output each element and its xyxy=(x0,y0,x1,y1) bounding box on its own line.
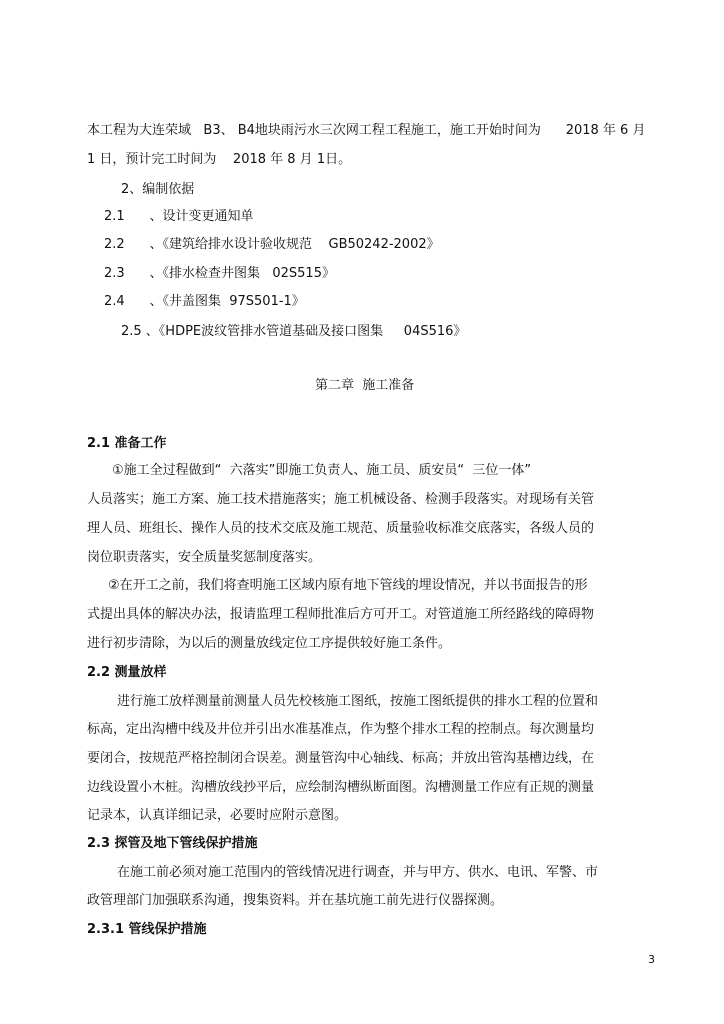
intro-line-1: 本工程为大连荣域 B3、 B4地块雨污水三次网工程工程施工，施工开始时间为 2018 年 6 月 xyxy=(87,123,646,138)
basis-item: 2.2 、《建筑给排水设计验收规范 GB50242-2002》 xyxy=(104,237,440,252)
intro-line-2: 1 日，预计完工时间为 2018 年 8 月 1日。 xyxy=(87,152,352,167)
page-number: 3 xyxy=(648,953,655,966)
paragraph-line: 进行初步清除，为以后的测量放线定位工序提供较好施工条件。 xyxy=(87,636,452,651)
basis-item: 2.3 、《排水检查井图集 02S515》 xyxy=(104,266,335,281)
paragraph-line: 记录本，认真详细记录，必要时应附示意图。 xyxy=(87,808,348,823)
basis-item: 2.1 、设计变更通知单 xyxy=(104,209,254,224)
section-heading-2-1: 2.1 准备工作 xyxy=(87,436,167,451)
paragraph-line: 进行施工放样测量前测量人员先校核施工图纸，按施工图纸提供的排水工程的位置和 xyxy=(117,694,599,709)
paragraph-line: 人员落实；施工方案、施工技术措施落实；施工机械设备、检测手段落实。对现场有关管 xyxy=(87,492,595,507)
section-heading-2-3: 2.3 探管及地下管线保护措施 xyxy=(87,836,258,851)
paragraph-line: 式提出具体的解决办法，报请监理工程师批准后方可开工。对管道施工所经路线的障碍物 xyxy=(87,607,595,622)
paragraph-line: 要闭合，按规范严格控制闭合误差。测量管沟中心轴线、标高；并放出管沟基槽边线，在 xyxy=(87,751,595,766)
paragraph-line: 在施工前必须对施工范围内的管线情况进行调查，并与甲方、供水、电讯、军警、市 xyxy=(117,865,599,880)
section-heading-2-2: 2.2 测量放样 xyxy=(87,665,167,680)
basis-item: 2.5 、《HDPE波纹管排水管道基础及接口图集 04S516》 xyxy=(121,324,467,339)
paragraph-line: 理人员、班组长、操作人员的技术交底及施工规范、质量验收标准交底落实，各级人员的 xyxy=(87,521,595,536)
paragraph-line: ①施工全过程做到“ 六落实”即施工负责人、施工员、质安员“ 三位一体” xyxy=(112,463,532,478)
basis-item: 2.4 、《井盖图集 97S501-1》 xyxy=(104,294,305,309)
paragraph-line: 政管理部门加强联系沟通，搜集资料。并在基坑施工前先进行仪器探测。 xyxy=(87,893,504,908)
basis-heading: 2、编制依据 xyxy=(121,182,195,197)
section-heading-2-3-1: 2.3.1 管线保护措施 xyxy=(87,922,207,937)
paragraph-line: 边线设置小木桩。沟槽放线抄平后，应绘制沟槽纵断面图。沟槽测量工作应有正规的测量 xyxy=(87,780,595,795)
paragraph-line: 标高，定出沟槽中线及井位并引出水准基准点，作为整个排水工程的控制点。每次测量均 xyxy=(87,722,595,737)
paragraph-line: ②在开工之前，我们将查明施工区域内原有地下管线的埋设情况，并以书面报告的形 xyxy=(108,578,588,593)
paragraph-line: 岗位职责落实，安全质量奖惩制度落实。 xyxy=(87,550,322,565)
chapter-title: 第二章 施工准备 xyxy=(315,378,415,393)
